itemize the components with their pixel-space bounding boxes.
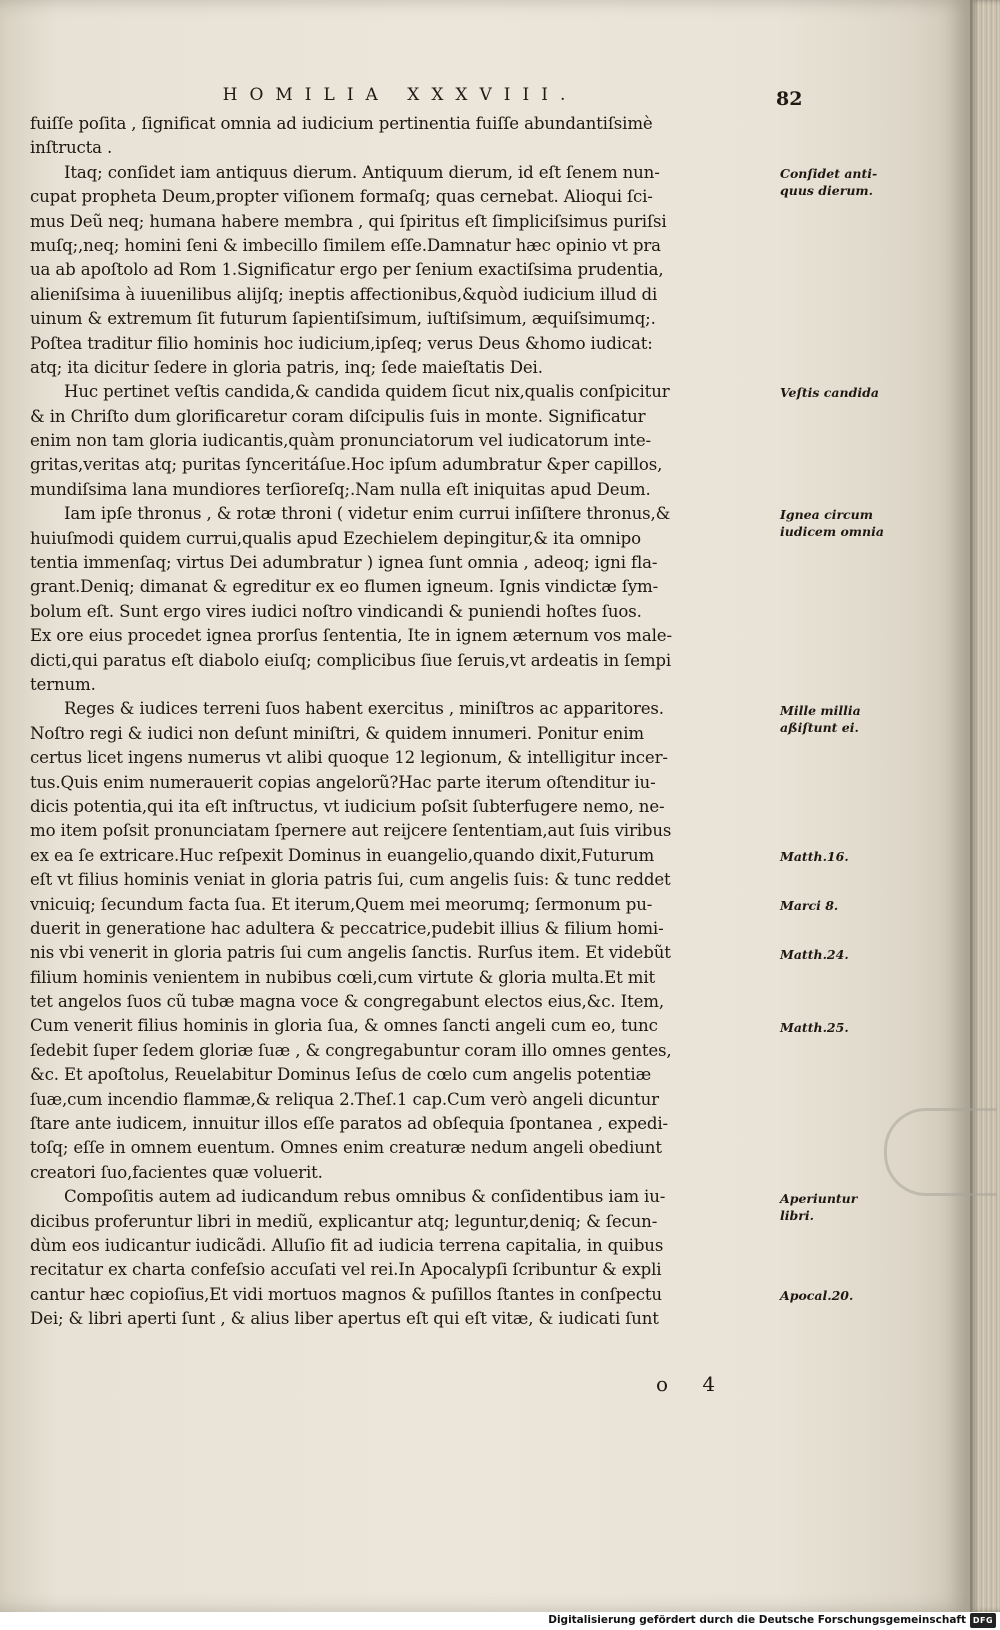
text-line: Itaq; conſidet iam antiquus dierum. Antiquum dierum, id eſt ſenem nun- [64,162,660,182]
text-line: grant.Deniq; dimanat & egreditur ex eo flumen igneum. Ignis vindictæ ſym- [30,577,659,597]
text-line: nis vbi venerit in gloria patris ſui cum angelis ſanctis. Rurſus item. Et videbũt [30,943,671,963]
margin-note: Matth.24. [780,946,849,962]
text-line: bolum eſt. Sunt ergo vires iudici noſtro vindicandi & puniendi hoſtes ſuos. [30,601,642,621]
text-line: tus.Quis enim numerauerit copias angelorũ?Hac parte iterum oſtenditur iu- [30,772,656,792]
text-line: cupat propheta Deum,propter viſionem formaſq; quas cernebat. Alioqui ſci- [30,187,653,207]
text-line: creatori ſuo,facientes quæ voluerit. [30,1162,323,1182]
page-clip [884,1108,997,1196]
text-line: fuiſſe poſita , ſignificat omnia ad iudicium pertinentia fuiſſe abundantiſsimè [30,114,653,133]
text-line: enim non tam gloria iudicantis,quàm pronunciatorum vel iudicatorum inte- [30,431,651,451]
text-line: Reges & iudices terreni ſuos habent exercitus , miniſtros ac apparitores. [64,699,664,719]
text-line: mundiſsima lana mundiores terſioreſq;.Nam nulla eſt iniquitas apud Deum. [30,479,651,499]
text-line: &c. Et apoſtolus, Reuelabitur Dominus Ieſus de cœlo cum angelis potentiæ [30,1065,652,1085]
text-line: ſuæ,cum incendio flammæ,& reliqua 2.Theſ.1 cap.Cum verò angeli dicuntur [30,1089,659,1109]
text-line: dicibus proferuntur libri in mediũ, explicantur atq; leguntur,deniq; & ſecun- [30,1211,658,1231]
footer-credit: Digitalisierung gefördert durch die Deutsche Forschungsgemeinschaft [548,1614,966,1626]
text-line: Ex ore eius procedet ignea prorſus ſententia, Ite in ignem æternum vos male- [30,626,672,646]
text-line: duerit in generatione hac adultera & peccatrice,pudebit illius & filium homi- [30,918,664,938]
body-text [30,112,778,1332]
text-line: cantur hæc copioſius,Et vidi mortuos magnos & puſillos ſtantes in conſpectu [30,1284,662,1304]
margin-note: Apocal.20. [780,1288,854,1304]
text-line: Iam ipſe thronus , & rotæ throni ( videtur enim currui inſiſtere thronus,& [64,504,671,524]
text-line: uinum & extremum ſit futurum ſapientiſsimum, iuſtiſsimum, æquiſsimumq;. [30,309,656,329]
text-line: inſtructa . [30,138,113,158]
text-line: tet angelos ſuos cũ tubæ magna voce & congregabunt electos eius,&c. Item, [30,992,664,1012]
text-line: Huc pertinet veſtis candida,& candida quidem ſicut nix,qualis conſpicitur [64,382,670,402]
text-line: gritas,veritas atq; puritas ſynceritáſue.Hoc ipſum adumbratur &per capillos, [30,455,663,475]
text-line: Compoſitis autem ad iudicandum rebus omnibus & conſidentibus iam iu- [64,1187,666,1207]
margin-note: Ignea circum iudicem omnia [780,507,884,540]
text-line: dicis potentia,qui ita eſt inſtructus, vt iudicium poſsit ſubterfugere nemo, ne- [30,796,665,816]
text-line: Noſtro regi & iudici non deſunt miniſtri, & quidem innumeri. Ponitur enim [30,723,644,743]
text-line: mus Deũ neq; humana habere membra , qui ſpiritus eſt ſimpliciſsimus puriſsi [30,211,667,231]
text-line: filium hominis venientem in nubibus cœli,cum virtute & gloria multa.Et mit [30,967,656,987]
text-line: vnicuiq; ſecundum facta ſua. Et iterum,Quem mei meorumq; ſermonum pu- [30,894,653,914]
text-line: dicti,qui paratus eſt diabolo eiuſq; complicibus ſiue ſeruis,vt ardeatis in ſempi [30,650,672,670]
text-line: huiuſmodi quidem currui,qualis apud Ezechielem depingitur,& ita omnipo [30,528,641,548]
text-line: ua ab apoſtolo ad Rom 1.Significatur ergo per ſenium exactiſsima prudentia, [30,260,664,280]
text-line: ſtare ante iudicem, innuitur illos eſſe paratos ad obſequia ſpontanea , expedi- [30,1114,669,1134]
text-line: muſq;,neq; homini ſeni & imbecillo ſimilem eſſe.Damnatur hæc opinio vt pra [30,235,661,255]
text-line: mo item poſsit pronunciatam ſpernere aut reijcere ſententiam,aut ſuis viribus [30,821,672,841]
margin-note: Matth.25. [780,1019,849,1035]
text-line: certus licet ingens numerus vt alibi quoque 12 legionum, & intelligitur incer- [30,748,668,768]
margin-note: Aperiuntur libri. [780,1190,858,1223]
signature-mark: o 4 [656,1372,730,1396]
text-line: recitatur ex charta confeſsio accuſati vel rei.In Apocalypſi ſcribuntur & expli [30,1260,662,1280]
text-line: ſedebit ſuper ſedem gloriæ ſuæ , & congregabuntur coram illo omnes gentes, [30,1040,672,1060]
text-line: ternum. [30,674,96,694]
page-edges [970,0,1000,1612]
text-line: atq; ita dicitur ſedere in gloria patris, inq; ſede maieſtatis Dei. [30,357,543,377]
running-head: HOMILIA XXXVIII. [222,85,578,105]
text-line: dùm eos iudicantur iudicãdi. Alluſio fit ad iudicia terrena capitalia, in quibus [30,1235,664,1255]
text-line: ex ea ſe extricare.Huc reſpexit Dominus in euangelio,quando dixit,Futurum [30,845,655,865]
margin-note: Matth.16. [780,849,849,864]
text-line: toſq; eſſe in omnem euentum. Omnes enim creaturæ nedum angeli obediunt [30,1138,662,1158]
text-line: alieniſsima à iuuenilibus alijſq; ineptis affectionibus,&quòd iudicium illud di [30,284,658,304]
margin-note: Mille millia aßiſtunt ei. [780,702,861,735]
text-line: Poſtea traditur filio hominis hoc iudicium,ipſeq; verus Deus &homo iudicat: [30,333,653,353]
margin-note: Veſtis candida [780,385,879,401]
text-line: eſt vt filius hominis veniat in gloria patris ſui, cum angelis ſuis: & tunc reddet [30,870,671,890]
folio-number: 82 [776,88,803,110]
dfg-logo: DFG [970,1613,996,1628]
text-line: tentia immenſaq; virtus Dei adumbratur ) ignea ſunt omnia , adeoq; igni fla- [30,553,658,573]
margin-note: Marci 8. [780,897,839,913]
text-line: Cum venerit filius hominis in gloria ſua, & omnes ſancti angeli cum eo, tunc [30,1016,658,1036]
margin-note: Conſidet anti- quus dierum. [780,165,878,198]
text-line: Dei; & libri aperti ſunt , & alius liber apertus eſt qui eſt vitæ, & iudicati ſunt [30,1309,659,1329]
text-line: & in Chriſto dum glorificaretur coram diſcipulis ſuis in monte. Significatur [30,406,646,426]
